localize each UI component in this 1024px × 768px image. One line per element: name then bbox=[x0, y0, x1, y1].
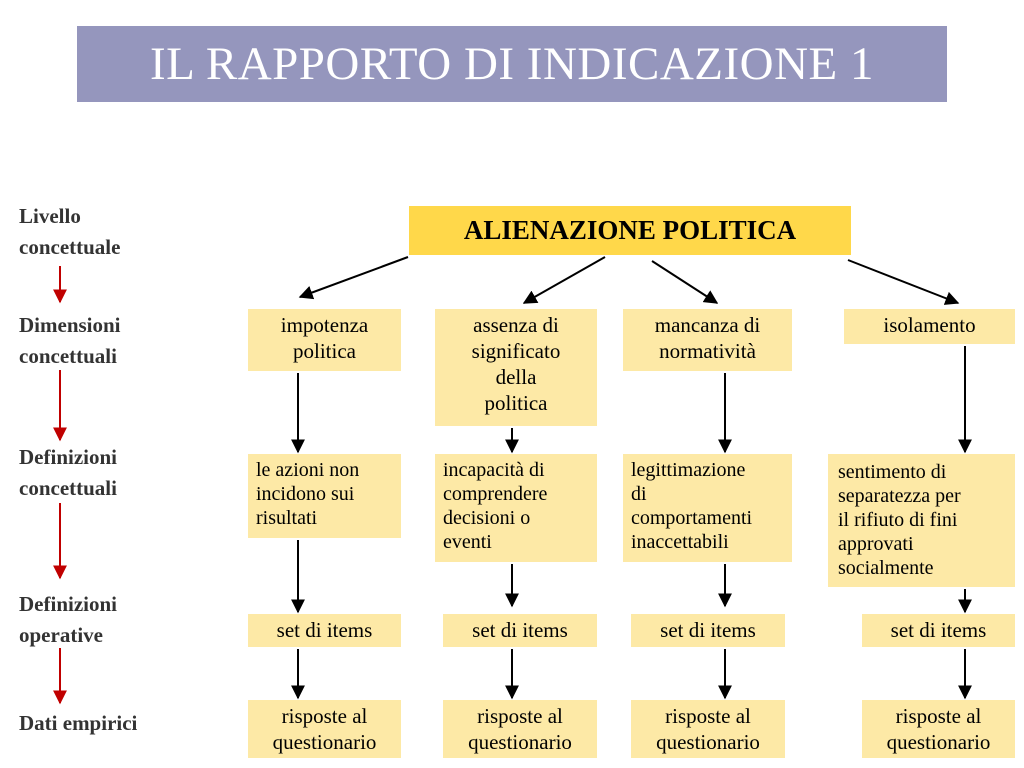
dimension-box-2: assenza di significato della politica bbox=[435, 309, 597, 426]
slide-title: IL RAPPORTO DI INDICAZIONE 1 bbox=[77, 26, 947, 102]
arrow-root-dim2 bbox=[524, 257, 605, 303]
empirical-box-1: risposte al questionario bbox=[248, 700, 401, 758]
empirical-box-4: risposte al questionario bbox=[862, 700, 1015, 758]
definition-box-2: incapacità di comprendere decisioni o eventi bbox=[435, 454, 597, 562]
definition-box-1: le azioni non incidono sui risultati bbox=[248, 454, 401, 538]
operative-box-3: set di items bbox=[631, 614, 785, 647]
level-label-definizioni-concettuali: Definizioni concettuali bbox=[19, 445, 117, 500]
level-label-dimensioni-concettuali: Dimensioni concettuali bbox=[19, 313, 121, 368]
level-label-dati-empirici: Dati empirici bbox=[19, 711, 138, 735]
definition-box-3: legittimazione di comportamenti inaccettabili bbox=[623, 454, 792, 562]
operative-box-1: set di items bbox=[248, 614, 401, 647]
arrow-root-dim4 bbox=[848, 260, 958, 303]
definition-box-4: sentimento di separatezza per il rifiuto di fini approvati socialmente bbox=[828, 454, 1015, 587]
arrow-root-dim1 bbox=[300, 257, 408, 297]
dimension-box-4: isolamento bbox=[844, 309, 1015, 344]
dimension-box-1: impotenza politica bbox=[248, 309, 401, 371]
operative-box-2: set di items bbox=[443, 614, 597, 647]
empirical-box-2: risposte al questionario bbox=[443, 700, 597, 758]
level-label-livello-concettuale: Livello concettuale bbox=[19, 204, 121, 259]
arrow-root-dim3 bbox=[652, 261, 717, 303]
operative-box-4: set di items bbox=[862, 614, 1015, 647]
level-label-definizioni-operative: Definizioni operative bbox=[19, 592, 117, 647]
root-concept-label: ALIENAZIONE POLITICA bbox=[463, 215, 797, 245]
empirical-box-3: risposte al questionario bbox=[631, 700, 785, 758]
dimension-box-3: mancanza di normatività bbox=[623, 309, 792, 371]
